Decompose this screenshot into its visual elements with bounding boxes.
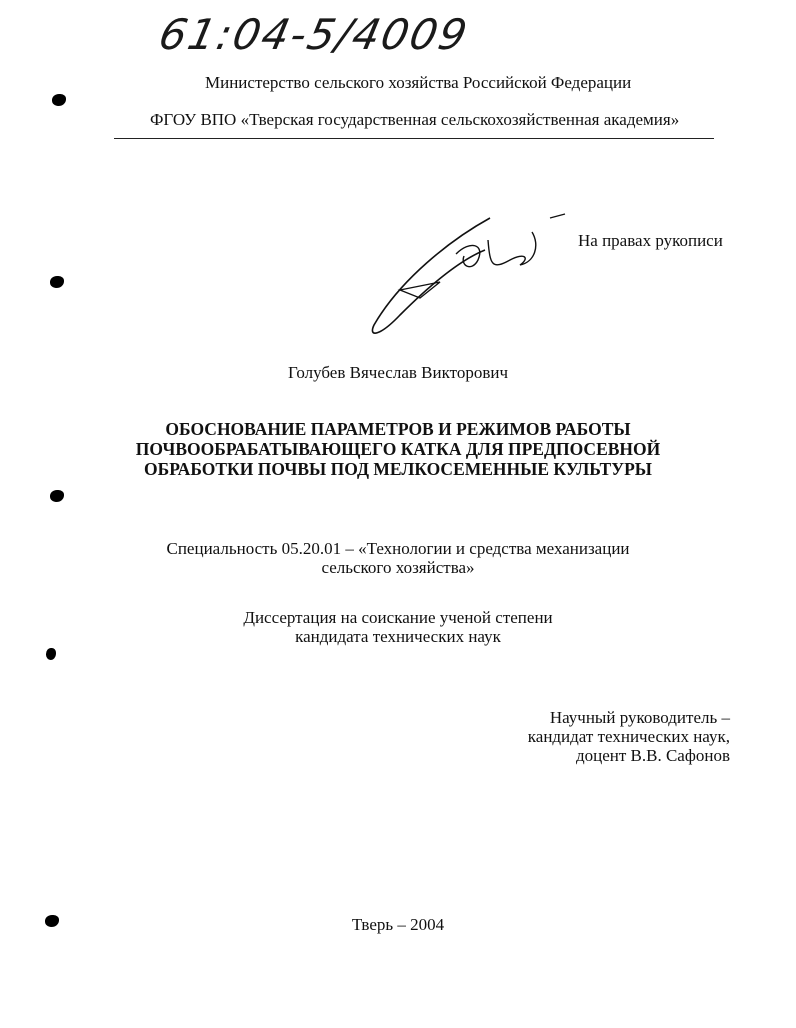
institution-line: ФГОУ ВПО «Тверская государственная сельскохозяйственная академия» (150, 110, 680, 129)
ministry-line: Министерство сельского хозяйства Российской Федерации (205, 73, 632, 92)
dissertation-title-line-2: ПОЧВООБРАБАТЫВАЮЩЕГО КАТКА ДЛЯ ПРЕДПОСЕВНОЙ (135, 439, 661, 459)
punch-hole-mark (52, 94, 66, 106)
degree-line-1: Диссертация на соискание ученой степени (243, 608, 553, 627)
handwritten-archive-code: 61:04-5/4009 (154, 10, 474, 59)
dissertation-title-line-3: ОБРАБОТКИ ПОЧВЫ ПОД МЕЛКОСЕМЕННЫЕ КУЛЬТУРЫ (144, 459, 652, 479)
header-divider (114, 138, 714, 139)
punch-hole-mark (50, 490, 64, 502)
dissertation-title-line-1: ОБОСНОВАНИЕ ПАРАМЕТРОВ И РЕЖИМОВ РАБОТЫ (165, 419, 631, 439)
specialty-line-2: сельского хозяйства» (321, 558, 475, 577)
supervisor-line-2: кандидат технических наук, (527, 727, 730, 746)
author-signature (360, 210, 580, 350)
supervisor-line-1: Научный руководитель – (549, 708, 730, 727)
signature-lettering (459, 245, 498, 269)
author-name: Голубев Вячеслав Викторович (288, 363, 508, 382)
specialty-line-1: Специальность 05.20.01 – «Технологии и средства механизации (166, 539, 630, 558)
manuscript-rights-label: На правах рукописи (578, 231, 723, 250)
supervisor-line-3: доцент В.В. Сафонов (575, 746, 730, 765)
city-year: Тверь – 2004 (351, 915, 445, 934)
punch-hole-mark (50, 276, 64, 288)
degree-line-2: кандидата технических наук (295, 627, 501, 646)
punch-hole-mark (46, 648, 56, 660)
